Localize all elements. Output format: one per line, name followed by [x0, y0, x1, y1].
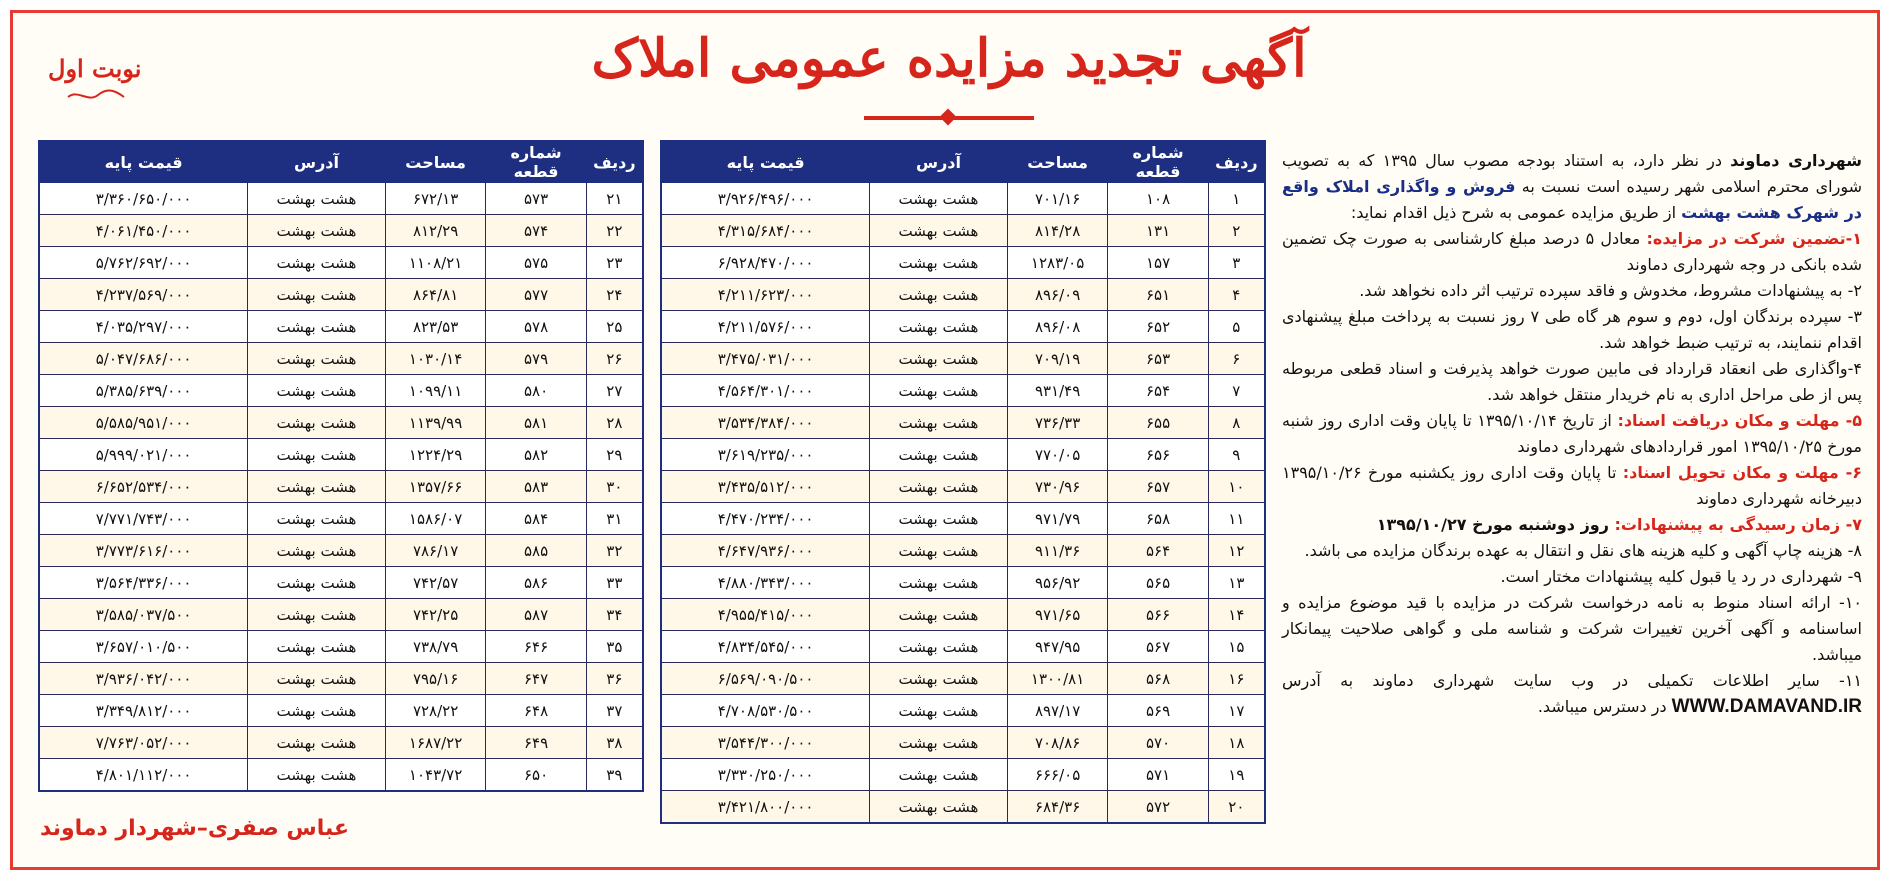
table-cell: ۶۴۷: [486, 663, 586, 695]
table-cell: ۴/۷۰۸/۵۳۰/۵۰۰: [661, 695, 870, 727]
table-cell: ۲۸: [586, 407, 643, 439]
table-cell: ۳/۷۷۳/۶۱۶/۰۰۰: [39, 535, 248, 567]
table-cell: ۶۵۲: [1108, 311, 1208, 343]
table-cell: ۵: [1208, 311, 1265, 343]
table-cell: ۵۸۷: [486, 599, 586, 631]
table-cell: هشت بهشت: [248, 631, 386, 663]
table-cell: ۵۶۵: [1108, 567, 1208, 599]
table-cell: ۵/۵۸۵/۹۵۱/۰۰۰: [39, 407, 248, 439]
item-10: ۱۰- ارائه اسناد منوط به نامه درخواست شرکت در مزایده با قید موضوع مزایده و اساسنامه و آگهی آخرین تغییرات شرکت و شناسه ملی و گواهی صلاحیت پیمانکار میباشد.: [1282, 593, 1862, 664]
table-cell: ۶: [1208, 343, 1265, 375]
table-cell: ۵۸۱: [486, 407, 586, 439]
table-cell: ۵۸۵: [486, 535, 586, 567]
table-cell: ۳/۹۳۶/۰۴۲/۰۰۰: [39, 663, 248, 695]
table-cell: ۶۵۵: [1108, 407, 1208, 439]
table-cell: ۳/۶۵۷/۰۱۰/۵۰۰: [39, 631, 248, 663]
column-header: قیمت پایه: [661, 141, 870, 183]
table-cell: ۳/۵۸۵/۰۳۷/۵۰۰: [39, 599, 248, 631]
table-cell: ۴/۰۳۵/۲۹۷/۰۰۰: [39, 311, 248, 343]
table-row: [39, 663, 643, 695]
table-cell: ۸۱۴/۲۸: [1007, 215, 1108, 247]
table-cell: ۶۶۶/۰۵: [1007, 759, 1108, 791]
table-cell: ۱۳: [1208, 567, 1265, 599]
table-cell: ۷۰۹/۱۹: [1007, 343, 1108, 375]
table-cell: ۳: [1208, 247, 1265, 279]
table-cell: ۴/۰۶۱/۴۵۰/۰۰۰: [39, 215, 248, 247]
table-cell: هشت بهشت: [870, 695, 1008, 727]
item-7-heading: ۷- زمان رسیدگی به پیشنهادات:: [1614, 515, 1862, 534]
table-cell: ۱۲۸۳/۰۵: [1007, 247, 1108, 279]
table-cell: ۶۵۸: [1108, 503, 1208, 535]
table-cell: ۶۵۳: [1108, 343, 1208, 375]
intro-tail: از طریق مزایده عمومی به شرح ذیل اقدام نماید:: [1350, 203, 1682, 222]
table-row: [661, 183, 1265, 215]
table-cell: هشت بهشت: [248, 695, 386, 727]
table-cell: هشت بهشت: [248, 727, 386, 759]
municipality-name: شهرداری دماوند: [1730, 151, 1862, 170]
table-cell: ۸۹۶/۰۹: [1007, 279, 1108, 311]
table-cell: ۵۷۱: [1108, 759, 1208, 791]
table-cell: هشت بهشت: [870, 663, 1008, 695]
table-cell: ۸۲۳/۵۳: [385, 311, 486, 343]
table-cell: ۵۷۷: [486, 279, 586, 311]
item-6-heading: ۶- مهلت و مکان تحویل اسناد:: [1622, 463, 1862, 482]
table-cell: هشت بهشت: [870, 311, 1008, 343]
table-cell: ۵۶۶: [1108, 599, 1208, 631]
table-row: [661, 727, 1265, 759]
table-cell: ۷: [1208, 375, 1265, 407]
table-cell: هشت بهشت: [870, 503, 1008, 535]
page-title: آگهی تجدید مزایده عمومی املاک: [591, 28, 1307, 89]
table-cell: ۶۵۱: [1108, 279, 1208, 311]
table-cell: ۸۹۶/۰۸: [1007, 311, 1108, 343]
table-cell: ۳۱: [586, 503, 643, 535]
table-cell: ۷۲۸/۲۲: [385, 695, 486, 727]
table-cell: هشت بهشت: [248, 503, 386, 535]
table-cell: ۱۳۰۰/۸۱: [1007, 663, 1108, 695]
table-cell: ۳/۴۲۱/۸۰۰/۰۰۰: [661, 791, 870, 824]
table-cell: ۱۱: [1208, 503, 1265, 535]
table-cell: ۱۵۸۶/۰۷: [385, 503, 486, 535]
table-cell: ۱۱۳۹/۹۹: [385, 407, 486, 439]
table-cell: ۲۱: [586, 183, 643, 215]
table-cell: ۴/۶۴۷/۹۳۶/۰۰۰: [661, 535, 870, 567]
table-row: [39, 759, 643, 792]
table-cell: ۶۵۷: [1108, 471, 1208, 503]
table-cell: هشت بهشت: [248, 407, 386, 439]
table-cell: هشت بهشت: [248, 663, 386, 695]
item-11-tail: در دسترس میباشد.: [1537, 697, 1672, 716]
table-row: [661, 215, 1265, 247]
table-row: [39, 503, 643, 535]
table-cell: ۱۰۳۰/۱۴: [385, 343, 486, 375]
table-row: [661, 471, 1265, 503]
table-cell: ۷۴۲/۲۵: [385, 599, 486, 631]
table-cell: ۷۰۸/۸۶: [1007, 727, 1108, 759]
table-cell: هشت بهشت: [248, 375, 386, 407]
table-cell: ۵۶۴: [1108, 535, 1208, 567]
table-cell: ۱۳۱: [1108, 215, 1208, 247]
table-cell: ۳/۵۳۴/۳۸۴/۰۰۰: [661, 407, 870, 439]
table-cell: ۳/۵۶۴/۳۳۶/۰۰۰: [39, 567, 248, 599]
table-cell: هشت بهشت: [248, 535, 386, 567]
intro-text: در نظر دارد، به استناد بودجه مصوب سال ۱۳۹۵ که به تصویب شورای محترم اسلامی شهر رسیده است نسبت به: [1282, 151, 1863, 196]
signature: عباس صفری–شهردار دماوند: [40, 816, 350, 841]
table-cell: ۷۳۸/۷۹: [385, 631, 486, 663]
table-cell: ۵/۰۴۷/۶۸۶/۰۰۰: [39, 343, 248, 375]
table-cell: ۳۰: [586, 471, 643, 503]
table-cell: ۱۰۸: [1108, 183, 1208, 215]
item-4: ۴-واگذاری طی انعقاد قرارداد فی مابین صورت خواهد پذیرفت و اسناد قطعی مربوطه پس از طی مراحل اداری به نام خریدار منتقل خواهد شد.: [1282, 359, 1862, 404]
table-cell: ۱۸: [1208, 727, 1265, 759]
table-row: [39, 183, 643, 215]
table-row: [39, 471, 643, 503]
table-cell: ۷۳۶/۳۳: [1007, 407, 1108, 439]
table-cell: ۱۵۷: [1108, 247, 1208, 279]
table-cell: ۹۷۱/۷۹: [1007, 503, 1108, 535]
table-row: [661, 631, 1265, 663]
table-cell: ۵۷۴: [486, 215, 586, 247]
table-cell: ۷/۷۷۱/۷۴۳/۰۰۰: [39, 503, 248, 535]
table-cell: ۵۸۳: [486, 471, 586, 503]
item-1: [1282, 226, 1862, 278]
table-cell: هشت بهشت: [870, 599, 1008, 631]
item-2: ۲- به پیشنهادات مشروط، مخدوش و فاقد سپرده ترتیب اثر داده نخواهد شد.: [1359, 281, 1862, 300]
table-cell: ۶۴۹: [486, 727, 586, 759]
table-row: [39, 215, 643, 247]
table-row: [39, 279, 643, 311]
table-cell: هشت بهشت: [248, 439, 386, 471]
item-7: [1282, 512, 1862, 538]
table-row: [661, 311, 1265, 343]
table-cell: ۸۶۴/۸۱: [385, 279, 486, 311]
table-cell: ۱۲: [1208, 535, 1265, 567]
table-row: [39, 567, 643, 599]
item-3: ۳- سپرده برندگان اول، دوم و سوم هر گاه طی ۷ روز نسبت به پرداخت مبلغ پیشنهادی اقدام ننمایند، به ترتیب ضبط خواهد شد.: [1282, 307, 1863, 352]
table-cell: هشت بهشت: [870, 567, 1008, 599]
table-cell: ۷۰۱/۱۶: [1007, 183, 1108, 215]
table-cell: ۱۹: [1208, 759, 1265, 791]
table-cell: ۲۵: [586, 311, 643, 343]
table-cell: ۳۹: [586, 759, 643, 792]
table-cell: ۸۹۷/۱۷: [1007, 695, 1108, 727]
table-row: [661, 599, 1265, 631]
table-cell: ۶۵۴: [1108, 375, 1208, 407]
table-cell: هشت بهشت: [248, 343, 386, 375]
table-row: [39, 599, 643, 631]
table-row: [39, 407, 643, 439]
website-link[interactable]: WWW.DAMAVAND.IR: [1671, 696, 1862, 717]
table-cell: هشت بهشت: [870, 343, 1008, 375]
table-header-row: [661, 141, 1265, 183]
item-11: [1282, 668, 1862, 720]
table-cell: ۷/۷۶۳/۰۵۲/۰۰۰: [39, 727, 248, 759]
table-row: [661, 663, 1265, 695]
table-cell: ۲۰: [1208, 791, 1265, 824]
table-row: [661, 567, 1265, 599]
item-6-text: تا پایان وقت اداری روز یکشنبه مورخ ۱۳۹۵/۱۰/۲۶ دبیرخانه شهرداری دماوند: [1282, 463, 1862, 508]
table-cell: هشت بهشت: [870, 759, 1008, 791]
table-row: [39, 535, 643, 567]
table-row: [661, 407, 1265, 439]
table-cell: ۲۲: [586, 215, 643, 247]
table-cell: هشت بهشت: [870, 215, 1008, 247]
table-cell: هشت بهشت: [870, 407, 1008, 439]
table-cell: ۵۷۳: [486, 183, 586, 215]
table-row: [661, 247, 1265, 279]
table-cell: ۶/۹۲۸/۴۷۰/۰۰۰: [661, 247, 870, 279]
table-cell: ۵۸۲: [486, 439, 586, 471]
table-row: [39, 727, 643, 759]
table-cell: ۶/۶۵۲/۵۳۴/۰۰۰: [39, 471, 248, 503]
table-cell: هشت بهشت: [870, 791, 1008, 824]
table-cell: ۶۵۶: [1108, 439, 1208, 471]
table-cell: ۱۰۴۳/۷۲: [385, 759, 486, 792]
table-cell: ۷۹۵/۱۶: [385, 663, 486, 695]
table-cell: هشت بهشت: [870, 471, 1008, 503]
table-row: [39, 247, 643, 279]
item-11-text: ۱۱- سایر اطلاعات تکمیلی در وب سایت شهرداری دماوند به آدرس: [1282, 671, 1862, 690]
table-cell: ۹۴۷/۹۵: [1007, 631, 1108, 663]
table-cell: ۴/۲۱۱/۶۲۳/۰۰۰: [661, 279, 870, 311]
column-header: شماره قطعه: [1108, 141, 1208, 183]
table-cell: ۳۶: [586, 663, 643, 695]
table-cell: هشت بهشت: [248, 759, 386, 792]
table-cell: ۵۶۸: [1108, 663, 1208, 695]
column-header: مساحت: [1007, 141, 1108, 183]
table-cell: ۲۷: [586, 375, 643, 407]
table-cell: ۶۸۴/۳۶: [1007, 791, 1108, 824]
table-cell: ۵۷۹: [486, 343, 586, 375]
table-cell: ۱۶: [1208, 663, 1265, 695]
column-header: ردیف: [1208, 141, 1265, 183]
table-row: [661, 791, 1265, 824]
table-cell: هشت بهشت: [248, 247, 386, 279]
table-cell: ۳۲: [586, 535, 643, 567]
lots-table-1: [660, 140, 1266, 824]
table-cell: ۳۵: [586, 631, 643, 663]
table-cell: ۲۹: [586, 439, 643, 471]
table-cell: ۸: [1208, 407, 1265, 439]
table-row: [661, 535, 1265, 567]
table-cell: ۳/۴۳۵/۵۱۲/۰۰۰: [661, 471, 870, 503]
table-cell: ۵/۷۶۲/۶۹۲/۰۰۰: [39, 247, 248, 279]
table-cell: ۶۴۸: [486, 695, 586, 727]
table-cell: ۹۳۱/۴۹: [1007, 375, 1108, 407]
table-row: [661, 343, 1265, 375]
table-cell: ۲: [1208, 215, 1265, 247]
table-cell: ۵/۹۹۹/۰۲۱/۰۰۰: [39, 439, 248, 471]
intro-subject: فروش و واگذاری املاک واقع در شهرک هشت بهشت: [1282, 177, 1862, 222]
table-row: [661, 375, 1265, 407]
table-cell: ۵۶۹: [1108, 695, 1208, 727]
intro-paragraph: [1282, 148, 1862, 226]
table-cell: ۶/۵۶۹/۰۹۰/۵۰۰: [661, 663, 870, 695]
table-row: [661, 439, 1265, 471]
table-cell: ۵۶۷: [1108, 631, 1208, 663]
column-header: قیمت پایه: [39, 141, 248, 183]
table-cell: ۷۷۰/۰۵: [1007, 439, 1108, 471]
table-row: [39, 375, 643, 407]
table-cell: هشت بهشت: [248, 183, 386, 215]
table-cell: ۳۴: [586, 599, 643, 631]
table-cell: ۵۷۸: [486, 311, 586, 343]
table-row: [661, 503, 1265, 535]
table-cell: ۴/۸۰۱/۱۱۲/۰۰۰: [39, 759, 248, 792]
table-cell: ۵/۳۸۵/۶۳۹/۰۰۰: [39, 375, 248, 407]
table-cell: هشت بهشت: [870, 631, 1008, 663]
column-header: آدرس: [248, 141, 386, 183]
table-cell: ۱۶۸۷/۲۲: [385, 727, 486, 759]
item-1-heading: ۱-تضمین شرکت در مزایده:: [1646, 229, 1862, 248]
table-cell: ۷۳۰/۹۶: [1007, 471, 1108, 503]
table-cell: ۸۱۲/۲۹: [385, 215, 486, 247]
table-row: [39, 695, 643, 727]
table-row: [661, 759, 1265, 791]
table-cell: ۴/۹۵۵/۴۱۵/۰۰۰: [661, 599, 870, 631]
table-cell: ۵۷۲: [1108, 791, 1208, 824]
column-header: مساحت: [385, 141, 486, 183]
item-6: [1282, 460, 1862, 512]
table-cell: ۷۴۲/۵۷: [385, 567, 486, 599]
table-cell: ۵۸۰: [486, 375, 586, 407]
table-cell: هشت بهشت: [248, 599, 386, 631]
item-5: [1282, 408, 1862, 460]
table-cell: ۴/۵۶۴/۳۰۱/۰۰۰: [661, 375, 870, 407]
table-cell: ۱۲۲۴/۲۹: [385, 439, 486, 471]
table-cell: ۱۰۹۹/۱۱: [385, 375, 486, 407]
table-cell: ۳۳: [586, 567, 643, 599]
table-row: [661, 279, 1265, 311]
item-1-text: معادل ۵ درصد مبلغ کارشناسی به صورت چک تضمین شده بانکی در وجه شهرداری دماوند: [1282, 229, 1862, 274]
table-cell: ۲۳: [586, 247, 643, 279]
item-8: ۸- هزینه چاپ آگهی و کلیه هزینه های نقل و انتقال به عهده برندگان مزایده می باشد.: [1304, 541, 1862, 560]
table-cell: ۹۷۱/۶۵: [1007, 599, 1108, 631]
table-cell: ۹۱۱/۳۶: [1007, 535, 1108, 567]
table-cell: ۳۸: [586, 727, 643, 759]
column-header: آدرس: [870, 141, 1008, 183]
edition-label: نوبت اول: [48, 54, 142, 83]
table-row: [39, 343, 643, 375]
table-cell: ۴/۲۳۷/۵۶۹/۰۰۰: [39, 279, 248, 311]
item-5-heading: ۵- مهلت و مکان دریافت اسناد:: [1617, 411, 1863, 430]
table-cell: ۶۴۶: [486, 631, 586, 663]
table-cell: ۶۵۰: [486, 759, 586, 792]
table-cell: ۴/۸۸۰/۳۴۳/۰۰۰: [661, 567, 870, 599]
table-cell: ۱۰: [1208, 471, 1265, 503]
swirl-icon: [66, 88, 126, 102]
table-cell: ۴/۳۱۵/۶۸۴/۰۰۰: [661, 215, 870, 247]
notice-body: [1282, 148, 1862, 720]
table-row: [39, 631, 643, 663]
lots-table-2: [38, 140, 644, 792]
table-cell: ۳/۴۷۵/۰۳۱/۰۰۰: [661, 343, 870, 375]
table-cell: ۴/۸۳۴/۵۴۵/۰۰۰: [661, 631, 870, 663]
item-9: ۹- شهرداری در رد یا قبول کلیه پیشنهادات مختار است.: [1500, 567, 1862, 586]
table-cell: ۵۸۶: [486, 567, 586, 599]
table-cell: هشت بهشت: [870, 247, 1008, 279]
title-ornament: [864, 116, 1034, 120]
table-cell: ۷۸۶/۱۷: [385, 535, 486, 567]
table-cell: ۱۷: [1208, 695, 1265, 727]
table-cell: هشت بهشت: [248, 279, 386, 311]
table-cell: هشت بهشت: [870, 439, 1008, 471]
column-header: شماره قطعه: [486, 141, 586, 183]
table-cell: ۲۶: [586, 343, 643, 375]
table-cell: ۴/۴۷۰/۲۳۴/۰۰۰: [661, 503, 870, 535]
table-cell: ۵۷۰: [1108, 727, 1208, 759]
table-cell: هشت بهشت: [248, 567, 386, 599]
table-cell: هشت بهشت: [870, 535, 1008, 567]
table-row: [39, 311, 643, 343]
table-row: [661, 695, 1265, 727]
table-cell: ۳/۳۶۰/۶۵۰/۰۰۰: [39, 183, 248, 215]
table-cell: ۲۴: [586, 279, 643, 311]
table-cell: هشت بهشت: [248, 311, 386, 343]
table-cell: ۱۵: [1208, 631, 1265, 663]
table-cell: هشت بهشت: [870, 279, 1008, 311]
table-cell: ۱۴: [1208, 599, 1265, 631]
table-cell: ۳/۹۲۶/۴۹۶/۰۰۰: [661, 183, 870, 215]
table-cell: ۹: [1208, 439, 1265, 471]
table-cell: ۴: [1208, 279, 1265, 311]
table-cell: ۴/۲۱۱/۵۷۶/۰۰۰: [661, 311, 870, 343]
table-cell: ۶۷۲/۱۳: [385, 183, 486, 215]
table-cell: ۱۳۵۷/۶۶: [385, 471, 486, 503]
table-cell: ۳/۶۱۹/۲۳۵/۰۰۰: [661, 439, 870, 471]
table-cell: ۵۸۴: [486, 503, 586, 535]
table-header-row: [39, 141, 643, 183]
table-cell: هشت بهشت: [870, 727, 1008, 759]
table-cell: ۵۷۵: [486, 247, 586, 279]
table-cell: ۱: [1208, 183, 1265, 215]
table-cell: ۳/۳۳۰/۲۵۰/۰۰۰: [661, 759, 870, 791]
table-cell: ۱۱۰۸/۲۱: [385, 247, 486, 279]
table-cell: ۹۵۶/۹۲: [1007, 567, 1108, 599]
table-row: [39, 439, 643, 471]
table-cell: هشت بهشت: [248, 215, 386, 247]
item-5-text: از تاریخ ۱۳۹۵/۱۰/۱۴ تا پایان وقت اداری روز شنبه مورخ ۱۳۹۵/۱۰/۲۵ امور قراردادهای شهرداری دماوند: [1282, 411, 1862, 456]
table-cell: ۳۷: [586, 695, 643, 727]
table-cell: هشت بهشت: [870, 183, 1008, 215]
column-header: ردیف: [586, 141, 643, 183]
table-cell: هشت بهشت: [870, 375, 1008, 407]
item-7-text: روز دوشنبه مورخ ۱۳۹۵/۱۰/۲۷: [1376, 515, 1615, 534]
table-cell: هشت بهشت: [248, 471, 386, 503]
table-cell: ۳/۳۴۹/۸۱۲/۰۰۰: [39, 695, 248, 727]
table-cell: ۳/۵۴۴/۳۰۰/۰۰۰: [661, 727, 870, 759]
